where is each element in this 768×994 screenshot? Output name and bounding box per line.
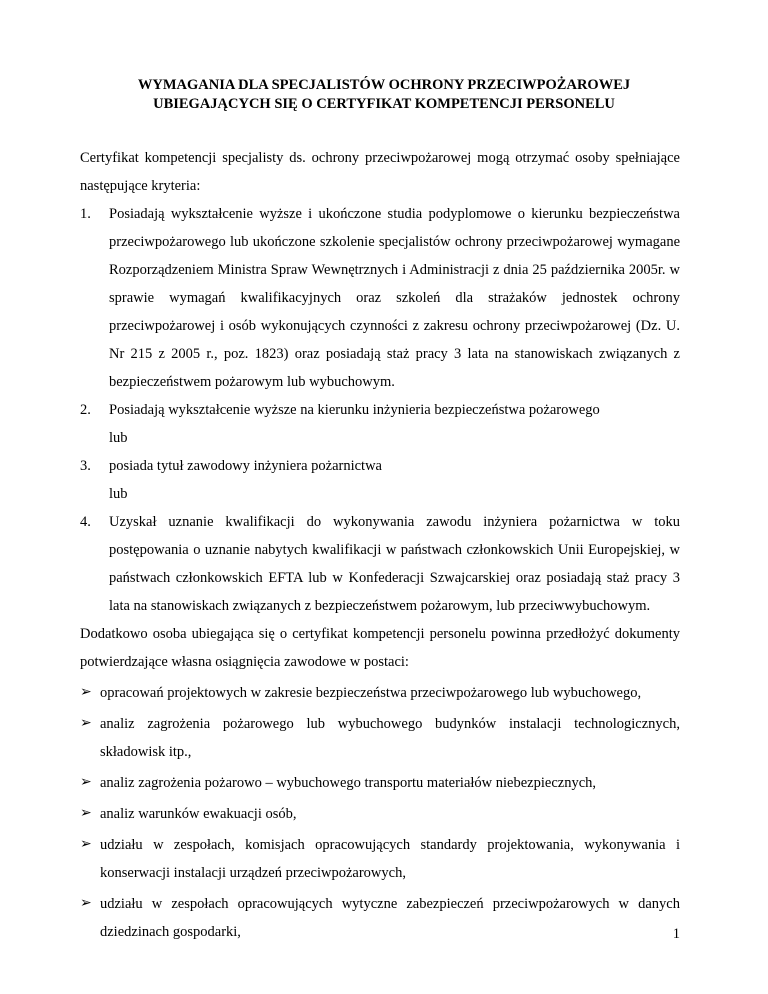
page-number: 1 — [672, 926, 680, 942]
bullet-text: analiz zagrożenia pożarowo – wybuchowego transportu materiałów niebezpiecznych, — [100, 775, 597, 791]
bullet-item — [80, 679, 680, 707]
bullet-text: analiz warunków ewakuacji osób, — [100, 806, 297, 822]
criterion-text: Posiadają wykształcenie wyższe na kierunku inżynieria bezpieczeństwa pożarowego — [109, 402, 600, 418]
criterion-text: Posiadają wykształcenie wyższe i ukończone studia podyplomowe o kierunku bezpieczeństwa przeciwpożarowego lub ukończone szkolenie specjalistów ochrony przeciwpożarowej wymagane Rozporządzeniem Ministra Spraw Wewnętrznych i Administracji z dnia 25 października 2005r. w sprawie wymagań kwalifikacyjnych oraz szkoleń dla strażaków jednostek ochrony przeciwpożarowej i osób wykonujących czynności z zakresu ochrony przeciwpożarowej (Dz. U. Nr 215 z 2005 r., poz. 1823) oraz posiadają staż pracy 3 lata na stanowiskach związanych z bezpieczeństwem pożarowym lub wybuchowym. — [109, 206, 680, 390]
bullet-item — [80, 890, 680, 946]
criterion-number: 1. — [80, 206, 91, 222]
arrow-bullet-icon: ➢ — [80, 716, 92, 731]
bullet-text: analiz zagrożenia pożarowego lub wybuchowego budynków instalacji technologicznych, składowisk itp., — [100, 716, 680, 760]
bullet-text: opracowań projektowych w zakresie bezpieczeństwa przeciwpożarowego lub wybuchowego, — [100, 685, 642, 701]
bullet-item — [80, 769, 680, 797]
arrow-bullet-icon: ➢ — [80, 775, 92, 790]
bullet-text: udziału w zespołach opracowujących wytyczne zabezpieczeń przeciwpożarowych w danych dziedzinach gospodarki, — [100, 896, 680, 940]
bullet-text: udziału w zespołach, komisjach opracowujących standardy projektowania, wykonywania i konserwacji instalacji urządzeń przeciwpożarowych, — [100, 837, 680, 881]
arrow-bullet-icon: ➢ — [80, 806, 92, 821]
intro-paragraph: Certyfikat kompetencji specjalisty ds. ochrony przeciwpożarowej mogą otrzymać osoby spełniające następujące kryteria: — [80, 150, 680, 194]
bullet-item — [80, 831, 680, 887]
arrow-bullet-icon: ➢ — [80, 837, 92, 852]
title-line-1: WYMAGANIA DLA SPECJALISTÓW OCHRONY PRZECIWPOŻAROWEJ — [137, 77, 631, 93]
or-connector: lub — [109, 486, 128, 502]
document-title — [80, 76, 688, 114]
criterion-item — [80, 508, 680, 620]
criterion-item — [80, 452, 680, 480]
criterion-item — [80, 396, 680, 424]
arrow-bullet-icon: ➢ — [80, 685, 92, 700]
criterion-number: 2. — [80, 402, 91, 418]
arrow-bullet-icon: ➢ — [80, 896, 92, 911]
criterion-text: posiada tytuł zawodowy inżyniera pożarnictwa — [109, 458, 382, 474]
criterion-text: Uzyskał uznanie kwalifikacji do wykonywania zawodu inżyniera pożarnictwa w toku postępowania o uznanie nabytych kwalifikacji w państwach członkowskich Unii Europejskiej, w państwach członkowskich EFTA lub w Konfederacji Szwajcarskiej oraz posiadają staż pracy 3 lata na stanowiskach związanych z bezpieczeństwem pożarowym, lub przeciwwybuchowym. — [109, 514, 680, 614]
criterion-item — [80, 200, 680, 396]
additional-paragraph: Dodatkowo osoba ubiegająca się o certyfikat kompetencji personelu powinna przedłożyć dokumenty potwierdzające własna osiągnięcia zawodowe w postaci: — [80, 626, 680, 670]
bullet-item — [80, 800, 680, 828]
criterion-number: 4. — [80, 514, 91, 530]
or-connector: lub — [109, 430, 128, 446]
document-body — [80, 144, 680, 946]
criterion-number: 3. — [80, 458, 91, 474]
title-line-2: UBIEGAJĄCYCH SIĘ O CERTYFIKAT KOMPETENCJI PERSONELU — [153, 96, 615, 112]
bullet-item — [80, 710, 680, 766]
